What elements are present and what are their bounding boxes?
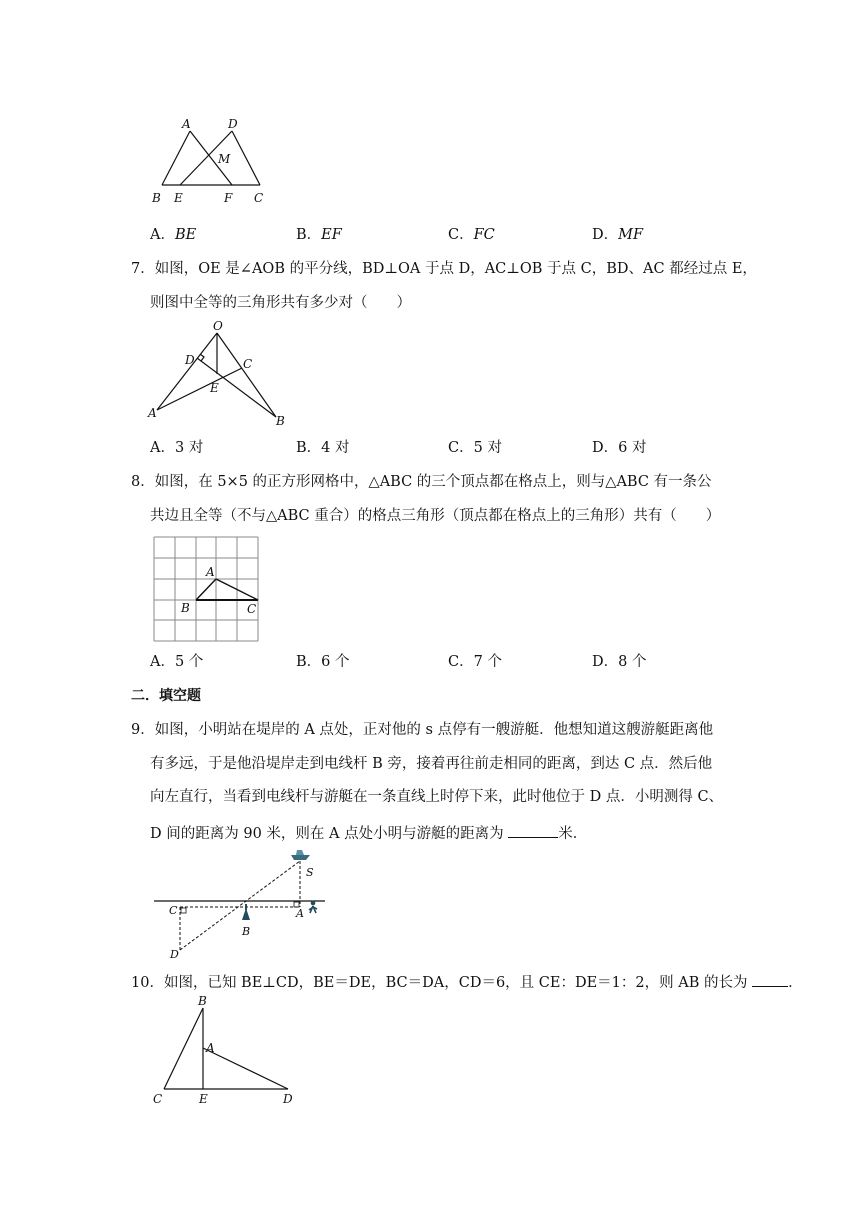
option-value: 5 个: [174, 654, 204, 670]
right-angle-mark: [181, 908, 186, 913]
q6-label-B: B: [152, 191, 161, 205]
q9-line4-prefix: D 间的距离为 90 米，则在 A 点处小明与游艇的距离为: [150, 826, 504, 842]
q7-label-O: O: [213, 319, 223, 333]
q10-label-C: C: [153, 1092, 163, 1106]
q6-label-M: M: [218, 152, 231, 166]
q9-label-A: A: [296, 907, 304, 920]
option-letter: C．: [448, 227, 474, 243]
q9-text-line2: 有多远，于是他沿堤岸走到电线杆 B 旁，接着再往前走相同的距离，到达 C 点．然后他: [150, 756, 713, 772]
q9-text-line3: 向左直行，当看到电线杆与游艇在一条直线上时停下来，此时他位于 D 点．小明测得 C、: [150, 789, 724, 805]
option-value: 7 个: [473, 654, 502, 670]
option-letter: D．: [592, 654, 619, 670]
option-letter: D．: [592, 440, 619, 456]
q8-grid-figure: [150, 534, 262, 644]
q6-label-C: C: [254, 191, 264, 205]
q7-option-a[interactable]: [150, 441, 203, 456]
q10-label-E: E: [199, 1092, 208, 1106]
option-value: 6 个: [321, 654, 350, 670]
option-letter: C．: [448, 654, 474, 670]
option-letter: A．: [150, 654, 175, 670]
option-letter: D．: [592, 227, 619, 243]
option-value: MF: [618, 227, 644, 243]
option-letter: B．: [296, 440, 322, 456]
q9-label-B: B: [242, 925, 251, 938]
q8-label-A: A: [206, 565, 215, 579]
pole-icon: [242, 904, 250, 920]
q7-figure: [142, 316, 292, 430]
option-letter: B．: [296, 227, 322, 243]
q8-option-c[interactable]: [448, 655, 502, 670]
q7-label-E: E: [210, 381, 219, 395]
q9-label-D: D: [170, 948, 179, 961]
option-value: FC: [473, 227, 495, 243]
q6-option-b[interactable]: [296, 228, 342, 243]
q6-option-c[interactable]: [448, 228, 495, 243]
q8-option-b[interactable]: [296, 655, 350, 670]
q6-option-a[interactable]: [150, 228, 196, 243]
q8-option-d[interactable]: [592, 655, 646, 670]
q10-label-A: A: [206, 1041, 215, 1055]
option-letter: A．: [150, 227, 175, 243]
q8-text-line2: 共边且全等（不与△ABC 重合）的格点三角形（顶点都在格点上的三角形）共有（ ）: [150, 508, 721, 524]
q7-option-b[interactable]: [296, 441, 350, 456]
yacht-icon: [291, 850, 310, 860]
q8-label-C: C: [247, 602, 257, 616]
option-value: 3 对: [174, 440, 204, 456]
q7-label-D: D: [185, 353, 195, 367]
q6-option-d[interactable]: [592, 228, 643, 243]
option-value: 8 个: [618, 654, 647, 670]
q7-label-A: A: [148, 406, 157, 420]
q9-label-C: C: [169, 904, 178, 917]
q6-label-A: A: [182, 117, 191, 131]
q9-figure: [150, 846, 330, 962]
person-icon: [309, 901, 317, 913]
section-title-fill-in: 二．填空题: [131, 688, 201, 704]
q10-label-B: B: [198, 994, 207, 1008]
q9-label-S: S: [306, 866, 314, 879]
q8-text-line1: 8．如图，在 5×5 的正方形网格中，△ABC 的三个顶点都在格点上，则与△ABC 有一条公: [131, 474, 712, 490]
q10-figure: [148, 994, 298, 1106]
q10-label-D: D: [283, 1092, 293, 1106]
option-letter: C．: [448, 440, 474, 456]
q10-line1-suffix: ．: [788, 975, 803, 991]
q6-label-D: D: [228, 117, 238, 131]
q7-option-d[interactable]: [592, 441, 646, 456]
q6-figure: [148, 112, 278, 210]
q7-text-line2: 则图中全等的三角形共有多少对（ ）: [150, 295, 411, 311]
q7-label-B: B: [276, 414, 285, 428]
option-value: 4 对: [321, 440, 350, 456]
option-value: BE: [174, 227, 197, 243]
q9-text-line1: 9．如图，小明站在堤岸的 A 点处，正对他的 s 点停有一艘游艇．他想知道这艘游艇距离他: [131, 722, 714, 738]
q9-text-line4: [150, 823, 587, 842]
option-value: 6 对: [618, 440, 647, 456]
q9-line4-suffix: 米．: [558, 826, 588, 842]
option-value: 5 对: [473, 440, 502, 456]
q7-option-c[interactable]: [448, 441, 502, 456]
option-letter: A．: [150, 440, 175, 456]
q10-line1-prefix: 10．如图，已知 BE⊥CD，BE＝DE，BC＝DA，CD＝6，且 CE：DE＝1：2，则 AB 的长为: [131, 975, 748, 991]
q10-text-line1: [131, 972, 803, 991]
q9-answer-blank[interactable]: [508, 823, 558, 838]
q7-label-C: C: [243, 357, 253, 371]
q8-label-B: B: [181, 601, 190, 615]
q10-answer-blank[interactable]: [752, 972, 788, 987]
option-value: EF: [321, 227, 342, 243]
q8-option-a[interactable]: [150, 655, 203, 670]
q7-text-line1: 7．如图，OE 是∠AOB 的平分线，BD⊥OA 于点 D，AC⊥OB 于点 C，BD、AC 都经过点 E，: [131, 261, 757, 277]
q6-label-E: E: [174, 191, 183, 205]
option-letter: B．: [296, 654, 322, 670]
q6-label-F: F: [224, 191, 233, 205]
